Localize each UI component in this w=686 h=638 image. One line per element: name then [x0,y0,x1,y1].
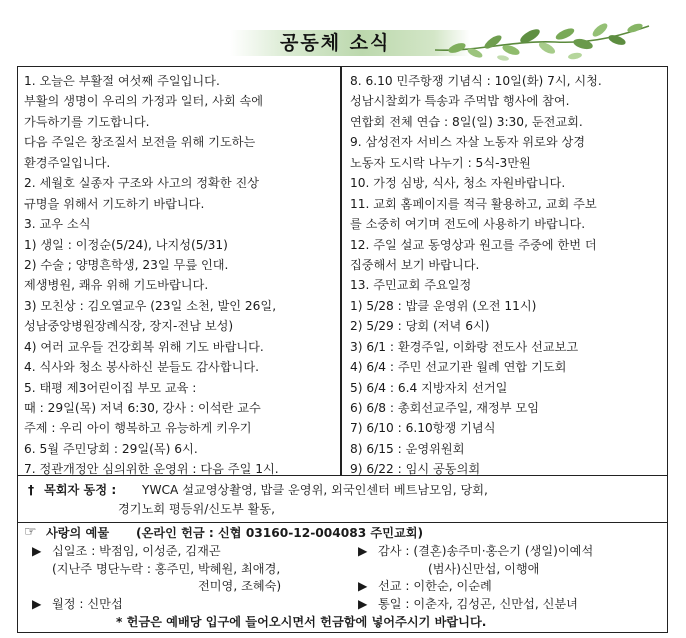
section-header [230,20,650,64]
news-line: 환경주일입니다. [24,155,111,170]
pastor-activities-box [17,476,668,523]
news-line: 때 : 29일(목) 저녁 6:30, 강사 : 이석란 교수 [24,401,261,415]
news-line: 5. 태평 제3어린이집 부모 교육 : [24,380,197,395]
offering-item: 전미영, 조혜숙) [198,579,282,594]
news-line: 4) 6/4 : 주민 선교기관 월례 연합 기도회 [350,360,567,375]
pastor-label: 목회자 동정 : [44,483,117,497]
offering-title: 사랑의 예물 [46,526,110,540]
news-line: 11. 교회 홈페이지를 적극 활용하고, 교회 주보 [350,196,597,211]
column-divider [340,67,342,475]
news-line: 4. 식사와 청소 봉사하신 분들도 감사합니다. [24,360,260,375]
offering-item: 통일 : 이춘자, 김성곤, 신만섭, 신분녀 [378,596,578,611]
news-line: 집중해서 보기 바랍니다. [350,257,480,272]
offering-item: (지난주 명단누락 : 홍주민, 박혜원, 최애경, [52,561,281,576]
online-offering-account: (온라인 헌금 : 신협 03160-12-004083 주민교회) [136,526,424,540]
offering-item: 선교 : 이한순, 이순례 [378,579,492,594]
news-line: 부활의 생명이 우리의 가정과 일터, 사회 속에 [24,94,264,109]
news-line: 3. 교우 소식 [24,217,91,232]
news-line: 성남중앙병원장례식장, 장지-전남 보성) [24,319,234,334]
news-line: 노동자 도시락 나누기 : 5식-3만원 [350,155,531,170]
news-line: 9. 삼성전자 서비스 자살 노동자 위로와 상경 [350,135,586,150]
news-line: 12. 주일 설교 동영상과 원고를 주중에 한번 더 [350,237,597,252]
news-line: 연합회 전체 연습 : 8일(일) 3:30, 둔전교회. [350,114,583,129]
offering-item: 감사 : (결혼)송주미·홍은기 (생일)이예석 [378,544,594,558]
news-left-column [24,71,336,480]
news-line: 7) 6/10 : 6.10항쟁 기념식 [350,421,496,436]
offering-item: 십일조 : 박점임, 이성준, 김재곤 [52,544,221,558]
bullet-arrow-icon: ▶ [32,596,42,611]
offering-box [17,523,668,633]
news-line: 9) 6/22 : 임시 공동의회 [350,462,481,477]
news-line: 를 소중히 여기며 전도에 사용하기 바랍니다. [350,217,586,232]
offering-item: 월정 : 신만섭 [52,596,123,611]
page-title: 공동체 소식 [280,32,391,54]
news-line: 3) 모친상 : 김오열교우 (23일 소천, 발인 26일, [24,298,277,313]
news-line: 1) 생일 : 이정순(5/24), 나지성(5/31) [24,237,228,252]
offering-item: (범사)신만섭, 이행애 [428,561,540,576]
news-line: 1. 오늘은 부활절 여섯째 주일입니다. [24,74,220,88]
leaf-vine-decoration [435,20,650,64]
pastor-activities-line: 경기노회 평등위/신도부 활동, [118,502,276,516]
news-line: 다음 주일은 창조질서 보전을 위해 기도하는 [24,135,256,150]
news-line: 2) 수술 ; 양명흔학생, 23일 무릎 인대. [24,257,229,272]
news-line: 규명을 위해서 기도하기 바랍니다. [24,196,205,211]
news-line: 13. 주민교회 주요일정 [350,278,472,293]
news-right-column [350,71,664,480]
news-line: 6) 6/8 : 총회선교주일, 재정부 모임 [350,401,539,415]
news-line: 3) 6/1 : 환경주일, 이화랑 전도사 선교보고 [350,339,579,354]
news-line: 8. 6.10 민주항쟁 기념식 : 10일(화) 7시, 시청. [350,74,602,88]
news-line: 10. 가정 심방, 식사, 청소 자원바랍니다. [350,176,566,191]
news-line: 5) 6/4 : 6.4 지방자치 선거일 [350,380,508,395]
news-line: 가득하기를 기도합니다. [24,114,150,129]
news-box [17,66,668,476]
offering-footer-note: * 헌금은 예배당 입구에 들어오시면서 헌금함에 넣어주시기 바랍니다. [116,615,487,629]
news-line: 7. 정관개정안 심의위한 운영위 : 다음 주일 1시. [24,462,279,477]
bullet-arrow-icon: ▶ [358,544,368,558]
bullet-arrow-icon: ▶ [32,544,42,558]
news-line: 6. 5월 주민당회 : 29일(목) 6시. [24,441,198,456]
bullet-arrow-icon: ▶ [358,579,368,594]
news-line: 4) 여러 교우들 건강회복 위해 기도 바랍니다. [24,339,264,354]
news-line: 8) 6/15 : 운영위원회 [350,441,465,456]
pointing-hand-icon: ☞ [24,524,37,540]
news-line: 성남시찰회가 특송과 주먹밥 행사에 참여. [350,94,570,109]
bullet-arrow-icon: ▶ [358,596,368,611]
news-line: 주제 : 우리 아이 행복하고 유능하게 키우기 [24,421,252,436]
news-line: 1) 5/28 : 밥클 운영위 (오전 11시) [350,298,537,313]
pastor-activities-line: YWCA 설교영상촬영, 밥클 운영위, 외국인센터 베트남모임, 당회, [142,483,488,497]
dagger-icon: † [28,483,35,497]
news-line: 2) 5/29 : 당회 (저녁 6시) [350,319,490,334]
news-line: 제생병원, 쾌유 위해 기도바랍니다. [24,278,209,293]
news-line: 2. 세월호 실종자 구조와 사고의 정확한 진상 [24,176,260,191]
